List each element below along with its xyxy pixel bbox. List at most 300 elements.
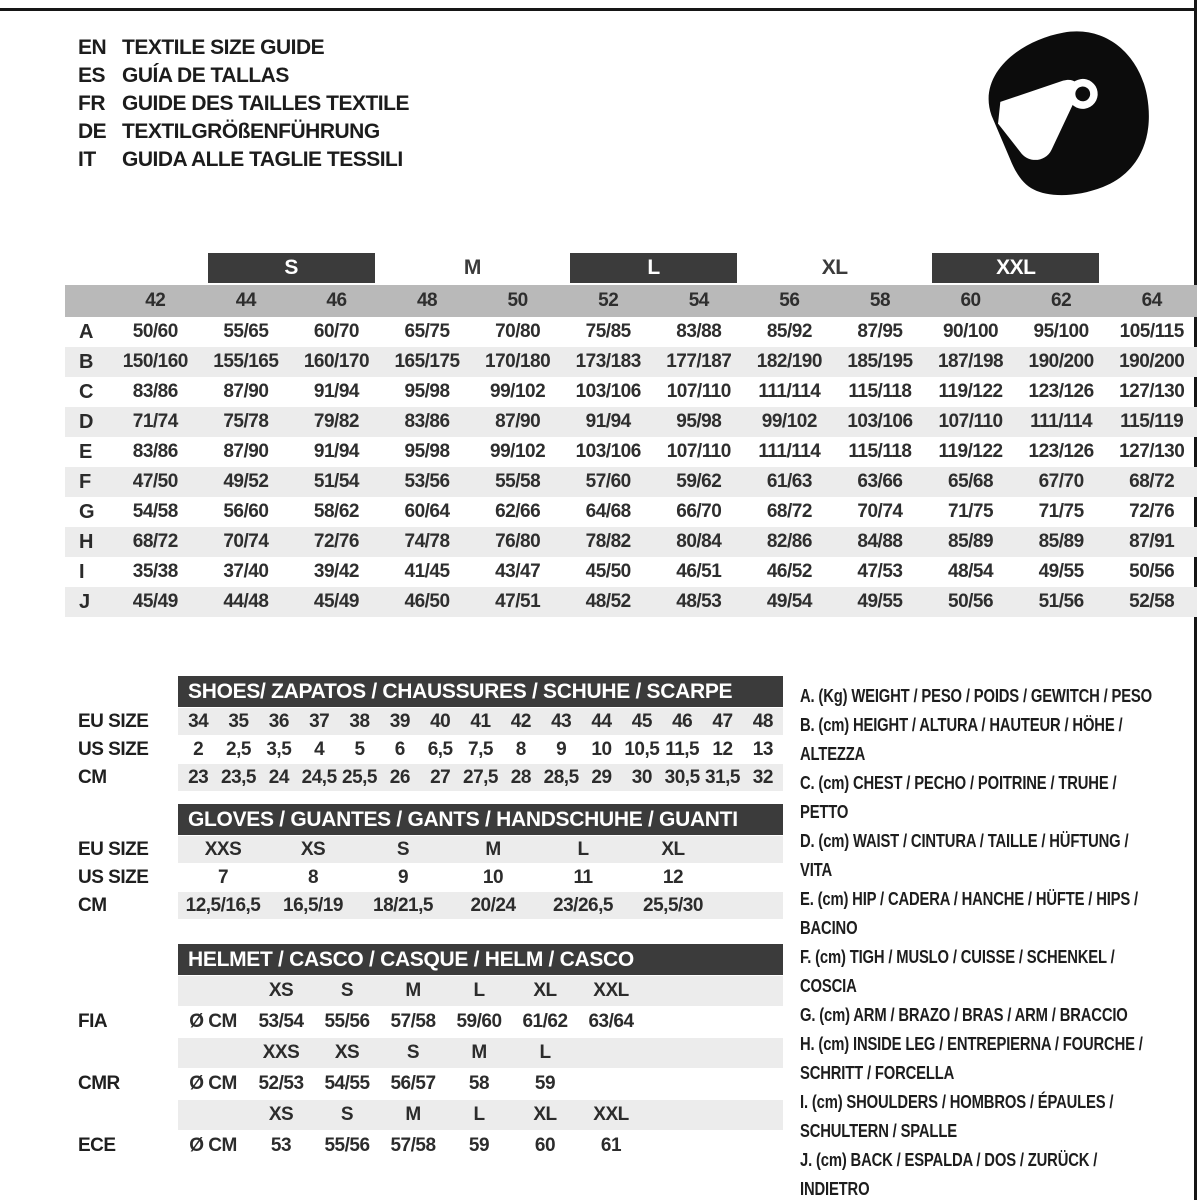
value-cell: 107/110	[938, 411, 1003, 432]
row-label: G	[79, 500, 95, 523]
value-cell: 12	[712, 738, 733, 760]
value-cell: 51/54	[313, 471, 359, 492]
size-band-m: M	[463, 256, 481, 279]
value-cell: 48	[752, 710, 773, 732]
shoes-row-us-size	[65, 736, 800, 763]
gloves-row-cm	[65, 892, 800, 919]
row-label: EU SIZE	[78, 710, 149, 732]
value-cell: 111/114	[758, 381, 821, 402]
racing-helmet-icon	[975, 24, 1161, 200]
value-cell: 107/110	[666, 381, 731, 402]
value-cell: 173/183	[575, 351, 641, 372]
value-cell: 30,5	[664, 766, 700, 788]
measurement-row-b	[65, 347, 1197, 377]
value-cell: 10	[482, 866, 504, 888]
value-cell: 28	[510, 766, 531, 788]
value-cell: 99/102	[490, 441, 546, 462]
values-grid	[178, 764, 783, 791]
value-cell: 46/52	[766, 561, 812, 582]
value-cell: 190/200	[1028, 351, 1094, 372]
value-cell: 177/187	[666, 351, 732, 372]
row-label: B	[79, 350, 93, 373]
value-cell: 76/80	[495, 531, 541, 552]
value-cell: 155/165	[213, 351, 279, 372]
value-cell: 50/60	[132, 321, 178, 342]
value-cell: 115/119	[1120, 411, 1184, 432]
measurement-row-a	[65, 317, 1197, 347]
row-label: F	[79, 470, 91, 493]
language-code: ES	[78, 64, 106, 87]
value-cell: 59	[468, 1135, 490, 1156]
value-cell: 67/70	[1038, 471, 1084, 492]
value-cell: 26	[389, 766, 410, 788]
value-cell: XL	[661, 838, 685, 860]
value-cell: 20/24	[470, 894, 516, 916]
value-cell: 35/38	[132, 561, 178, 582]
value-cell: 83/86	[404, 411, 450, 432]
unit-spacer	[178, 976, 248, 1006]
value-cell: 9	[556, 738, 567, 760]
size-column-header: 58	[869, 290, 891, 311]
value-cell: 64/68	[585, 501, 631, 522]
value-cell: 11	[573, 866, 593, 888]
value-cell: 8	[515, 738, 526, 760]
size-band-xl: XL	[821, 256, 848, 279]
size-label-cell: S	[340, 980, 354, 1001]
unit-spacer	[178, 1100, 248, 1130]
value-cell: 66/70	[676, 501, 722, 522]
value-cell: 65/75	[404, 321, 450, 342]
value-cell: 123/126	[1028, 441, 1094, 462]
value-cell: 85/89	[1038, 531, 1084, 552]
value-cell: 119/122	[938, 381, 1003, 402]
sizes-grid	[178, 1100, 783, 1130]
row-label: E	[79, 440, 92, 463]
value-cell: 115/118	[848, 381, 912, 402]
language-code: DE	[78, 120, 107, 143]
value-cell: 80/84	[676, 531, 722, 552]
size-column-header: 56	[779, 290, 800, 311]
value-cell: 72/76	[1129, 501, 1175, 522]
value-cell: S	[396, 838, 410, 860]
value-cell: 39	[389, 710, 410, 732]
value-cell: 55/56	[324, 1011, 370, 1032]
value-cell: 47/51	[495, 591, 541, 612]
value-cell: 83/86	[132, 381, 178, 402]
size-band-s: S	[208, 253, 375, 283]
gloves-rows	[65, 836, 800, 919]
value-cell: 48/54	[948, 561, 994, 582]
measurement-row-g	[65, 497, 1197, 527]
value-cell: 123/126	[1028, 381, 1094, 402]
value-cell: 49/55	[857, 591, 903, 612]
value-cell: 45	[631, 710, 652, 732]
value-cell: 68/72	[1129, 471, 1175, 492]
measurement-legend	[800, 681, 1162, 1200]
value-cell: 44	[591, 710, 612, 732]
value-cell: 47	[712, 710, 733, 732]
value-cell: 107/110	[666, 441, 731, 462]
size-column-header: 54	[688, 290, 709, 311]
value-cell: 48/52	[585, 591, 631, 612]
value-cell: 187/198	[937, 351, 1004, 372]
helmet-sizes-row-cmr	[65, 1038, 800, 1068]
unit-cell: Ø CM	[189, 1073, 237, 1094]
value-cell: 29	[591, 766, 612, 788]
value-cell: 35	[228, 710, 249, 732]
size-label-cell: XL	[533, 980, 557, 1001]
language-title: TEXTILE SIZE GUIDE	[122, 36, 325, 59]
value-cell: 91/94	[313, 441, 359, 462]
value-cell: 25,5/30	[643, 894, 703, 916]
values-grid	[178, 1007, 783, 1037]
value-cell: 31,5	[705, 766, 740, 788]
value-cell: 12,5/16,5	[185, 894, 261, 916]
value-cell: 6,5	[427, 738, 453, 760]
value-cell: XXS	[204, 838, 242, 860]
size-band-xxl: XXL	[932, 253, 1099, 283]
values-grid	[178, 1131, 783, 1161]
shoes-table-title: SHOES/ ZAPATOS / CHAUSSURES / SCHUHE / SCARPE	[178, 676, 783, 707]
value-cell: 63/66	[857, 471, 903, 492]
value-cell: 70/74	[857, 501, 903, 522]
value-cell: 50/56	[948, 591, 994, 612]
value-cell: 23,5	[221, 766, 256, 788]
row-values	[178, 1100, 783, 1130]
language-row	[78, 34, 409, 62]
value-cell: 10,5	[624, 738, 660, 760]
value-cell: 111/114	[1030, 411, 1093, 432]
value-cell: 78/82	[585, 531, 631, 552]
value-cell: 18/21,5	[373, 894, 433, 916]
size-column-header: 62	[1051, 290, 1072, 311]
value-cell: 49/54	[766, 591, 812, 612]
standard-label: CMR	[78, 1073, 120, 1094]
value-cell: 71/74	[132, 411, 178, 432]
value-cell: 41	[470, 710, 491, 732]
measurement-row-j	[65, 587, 1197, 617]
value-cell: 95/100	[1033, 321, 1089, 342]
row-values	[178, 1131, 783, 1161]
value-cell: 32	[752, 766, 773, 788]
size-label-cell: S	[340, 1104, 354, 1125]
size-label-cell: XS	[268, 980, 294, 1001]
value-cell: 8	[307, 866, 319, 888]
value-cell: 46	[672, 710, 693, 732]
value-cell: 60	[534, 1135, 556, 1156]
legend-item: B. (cm) HEIGHT / ALTURA / HAUTEUR / HÖHE / ALTEZZA	[800, 714, 1123, 764]
value-cell: 37/40	[223, 561, 269, 582]
value-cell: 51/56	[1038, 591, 1084, 612]
value-cell: 45/50	[585, 561, 631, 582]
value-cell: 54/55	[324, 1073, 370, 1094]
language-title: GUIDA ALLE TAGLIE TESSILI	[122, 148, 403, 171]
value-cell: 60/70	[313, 321, 359, 342]
value-cell: 79/82	[313, 411, 359, 432]
value-cell: 74/78	[404, 531, 450, 552]
row-values	[178, 976, 783, 1006]
size-column-header: 46	[326, 290, 347, 311]
row-values	[178, 1007, 783, 1037]
value-cell: 58	[468, 1073, 490, 1094]
value-cell: 72/76	[313, 531, 359, 552]
helmet-size-table	[65, 944, 800, 1161]
size-label-cell: XXL	[593, 1104, 629, 1125]
value-cell: 23	[188, 766, 209, 788]
measurement-row-c	[65, 377, 1197, 407]
value-cell: 111/114	[758, 441, 821, 462]
helmet-table-title: HELMET / CASCO / CASQUE / HELM / CASCO	[178, 944, 783, 975]
row-values	[178, 708, 783, 735]
value-cell: 52/53	[258, 1073, 304, 1094]
size-label-cell: XS	[334, 1042, 360, 1063]
measurement-row-e	[65, 437, 1197, 467]
row-label: CM	[78, 894, 107, 916]
row-label: US SIZE	[78, 866, 149, 888]
value-cell: 59/60	[456, 1011, 502, 1032]
sizes-grid	[178, 976, 783, 1006]
value-cell: 53	[270, 1135, 292, 1156]
measurement-row-i	[65, 557, 1197, 587]
value-cell: 65/68	[948, 471, 994, 492]
value-cell: 99/102	[490, 381, 546, 402]
value-cell: 55/58	[495, 471, 541, 492]
value-cell: 87/90	[495, 411, 541, 432]
value-cell: 61	[600, 1135, 622, 1156]
value-cell: 150/160	[122, 351, 188, 372]
value-cell: 70/74	[223, 531, 269, 552]
size-label-cell: L	[473, 1104, 485, 1125]
value-cell: 103/106	[847, 411, 913, 432]
value-cell: 47/50	[132, 471, 178, 492]
value-cell: 46/51	[676, 561, 722, 582]
legend-item: G. (cm) ARM / BRAZO / BRAS / ARM / BRACCIO	[800, 1004, 1128, 1025]
title-block	[78, 34, 409, 174]
value-cell: 83/86	[132, 441, 178, 462]
value-cell: 95/98	[676, 411, 722, 432]
value-cell: 127/130	[1119, 441, 1185, 462]
value-cell: 3,5	[266, 738, 292, 760]
value-cell: 182/190	[756, 351, 822, 372]
value-cell: 53/56	[404, 471, 450, 492]
language-row	[78, 90, 409, 118]
legend-item: F. (cm) TIGH / MUSLO / CUISSE / SCHENKEL / COSCIA	[800, 946, 1115, 996]
value-cell: 52/58	[1129, 591, 1175, 612]
size-band-row	[65, 253, 1197, 283]
value-cell: 85/92	[766, 321, 812, 342]
values-grid	[178, 864, 783, 891]
value-cell: 84/88	[857, 531, 903, 552]
row-label: EU SIZE	[78, 838, 149, 860]
measurement-row-d	[65, 407, 1197, 437]
value-cell: 6	[394, 738, 405, 760]
legend-item: I. (cm) SHOULDERS / HOMBROS / ÉPAULES / SCHULTERN / SPALLE	[800, 1091, 1114, 1141]
row-label: I	[79, 560, 85, 583]
row-label	[65, 1100, 178, 1130]
value-cell: 55/56	[324, 1135, 370, 1156]
value-cell: 47/53	[857, 561, 903, 582]
gloves-table-title: GLOVES / GUANTES / GANTS / HANDSCHUHE / GUANTI	[178, 804, 783, 835]
value-cell: 37	[309, 710, 330, 732]
legend-item: J. (cm) BACK / ESPALDA / DOS / ZURÜCK / INDIETRO	[800, 1149, 1098, 1199]
size-column-header: 42	[145, 290, 166, 311]
standard-label: ECE	[78, 1135, 116, 1156]
gloves-size-table	[65, 804, 800, 919]
value-cell: 38	[349, 710, 370, 732]
value-cell: 61/63	[766, 471, 812, 492]
shoes-row-eu-size	[65, 708, 800, 735]
row-label: CM	[78, 766, 107, 788]
helmet-values-row-ece	[65, 1131, 800, 1161]
value-cell: 63/64	[588, 1011, 634, 1032]
value-cell: 7	[217, 866, 229, 888]
value-cell: 2	[193, 738, 204, 760]
helmet-values-row-cmr	[65, 1069, 800, 1099]
value-cell	[578, 1069, 644, 1099]
row-values	[178, 1038, 783, 1068]
size-label-cell: XL	[533, 1104, 557, 1125]
value-cell: 49/55	[1038, 561, 1084, 582]
value-cell: 28,5	[543, 766, 579, 788]
legend-item: C. (cm) CHEST / PECHO / POITRINE / TRUHE / PETTO	[800, 772, 1117, 822]
row-values	[178, 864, 783, 891]
value-cell: 36	[268, 710, 289, 732]
row-label: H	[79, 530, 93, 553]
value-cell: 56/60	[223, 501, 269, 522]
size-column-header: 48	[416, 290, 438, 311]
value-cell: 27	[430, 766, 451, 788]
row-values	[178, 764, 783, 791]
language-title: GUÍA DE TALLAS	[122, 64, 289, 87]
value-cell: 45/49	[132, 591, 178, 612]
language-row	[78, 62, 409, 90]
values-grid	[178, 1069, 783, 1099]
value-cell: 68/72	[766, 501, 812, 522]
row-values	[178, 736, 783, 763]
value-cell: 39/42	[313, 561, 359, 582]
row-label	[65, 1038, 178, 1068]
value-cell: 59/62	[676, 471, 722, 492]
values-grid	[178, 892, 783, 919]
row-label: A	[79, 320, 93, 343]
value-cell: 27,5	[463, 766, 498, 788]
value-cell: 99/102	[761, 411, 817, 432]
value-cell: 48/53	[676, 591, 722, 612]
value-cell: 11,5	[665, 738, 700, 760]
value-cell: 16,5/19	[283, 894, 343, 916]
values-grid	[178, 736, 783, 763]
value-cell: 43/47	[495, 561, 541, 582]
value-cell: 56/57	[390, 1073, 436, 1094]
language-code: EN	[78, 36, 107, 59]
size-label-cell: XXS	[262, 1042, 300, 1063]
value-cell: 42	[510, 710, 531, 732]
size-column-header: 50	[507, 290, 528, 311]
value-cell: 2,5	[226, 738, 251, 760]
helmet-values-row-fia	[65, 1007, 800, 1037]
unit-spacer	[178, 1038, 248, 1068]
value-cell: 49/52	[223, 471, 269, 492]
value-cell: 115/118	[848, 441, 912, 462]
row-values	[178, 836, 783, 863]
value-cell: 24,5	[301, 766, 337, 788]
legend-item: D. (cm) WAIST / CINTURA / TAILLE / HÜFTUNG / VITA	[800, 830, 1129, 880]
value-cell: 190/200	[1119, 351, 1185, 372]
value-cell: 53/54	[258, 1011, 304, 1032]
unit-cell: Ø CM	[189, 1135, 237, 1156]
gloves-row-us-size	[65, 864, 800, 891]
size-column-header: 60	[960, 290, 981, 311]
legend-item: A. (Kg) WEIGHT / PESO / POIDS / GEWITCH / PESO	[800, 685, 1152, 706]
value-cell: 13	[752, 738, 773, 760]
value-cell: 91/94	[585, 411, 631, 432]
value-cell: 25,5	[342, 766, 377, 788]
value-cell: 55/65	[223, 321, 269, 342]
language-code: FR	[78, 92, 105, 115]
value-cell: 57/58	[390, 1011, 436, 1032]
value-cell: 75/85	[585, 321, 631, 342]
size-label-cell	[578, 1038, 644, 1068]
row-label: D	[79, 410, 93, 433]
size-label-cell: M	[471, 1042, 487, 1063]
size-label-cell: L	[539, 1042, 551, 1063]
language-title: GUIDE DES TAILLES TEXTILE	[122, 92, 409, 115]
value-cell: 44/48	[223, 591, 269, 612]
row-label: US SIZE	[78, 738, 149, 760]
value-cell: 59	[534, 1073, 556, 1094]
gloves-row-eu-size	[65, 836, 800, 863]
value-cell: 75/78	[223, 411, 269, 432]
corner-spacer	[65, 285, 110, 317]
value-cell: 90/100	[942, 321, 999, 342]
size-column-header: 44	[235, 290, 256, 311]
value-cell: 82/86	[766, 531, 812, 552]
row-label: C	[79, 380, 93, 403]
value-cell: 57/58	[390, 1135, 436, 1156]
value-cell: 61/62	[522, 1011, 568, 1032]
value-cell: 57/60	[585, 471, 631, 492]
value-cell: 87/91	[1129, 531, 1175, 552]
row-label: J	[79, 590, 90, 613]
language-code: IT	[78, 148, 96, 171]
shoes-rows	[65, 708, 800, 791]
sizes-grid	[178, 1038, 783, 1068]
language-row	[78, 146, 409, 174]
top-border-rule	[0, 8, 1197, 11]
value-cell: 24	[268, 766, 289, 788]
value-cell: 165/175	[394, 351, 460, 372]
value-cell: 60/64	[404, 501, 450, 522]
value-cell: 30	[631, 766, 652, 788]
size-label-cell: XXL	[593, 980, 629, 1001]
value-cell: 68/72	[132, 531, 178, 552]
value-cell: 71/75	[948, 501, 994, 522]
value-cell: 170/180	[485, 351, 551, 372]
standard-label: FIA	[78, 1011, 108, 1032]
value-cell: 62/66	[495, 501, 541, 522]
value-cell: XS	[300, 838, 326, 860]
value-cell: 46/50	[404, 591, 450, 612]
row-label	[65, 976, 178, 1006]
size-label-cell: M	[405, 980, 421, 1001]
value-cell: 119/122	[938, 441, 1003, 462]
value-cell: 71/75	[1038, 501, 1084, 522]
measurement-row-h	[65, 527, 1197, 557]
language-row	[78, 118, 409, 146]
value-cell: 160/170	[303, 351, 370, 372]
value-cell: 12	[662, 866, 684, 888]
value-cell: 91/94	[313, 381, 359, 402]
